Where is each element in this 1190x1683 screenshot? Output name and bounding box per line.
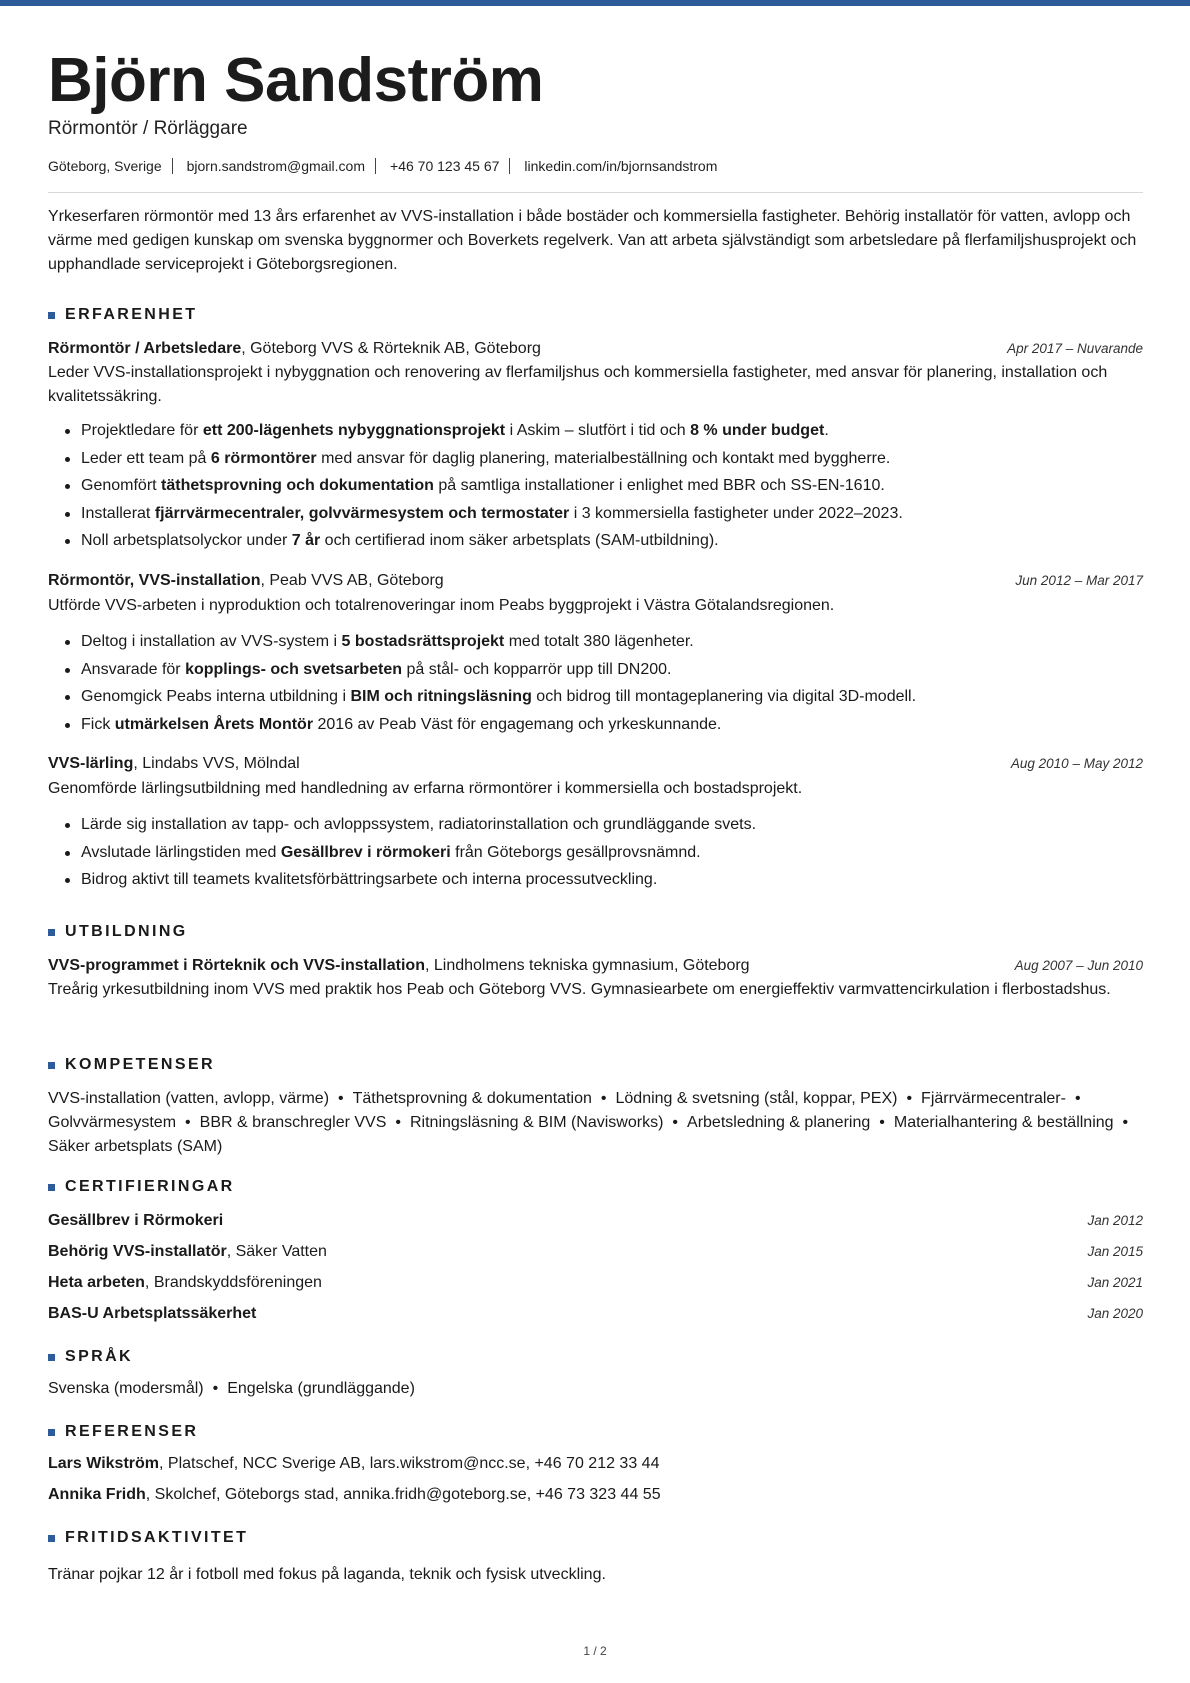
reference-row: [48, 1453, 1143, 1475]
cert-title: BAS-U Arbetsplatssäkerhet: [48, 1305, 257, 1322]
contact-phone[interactable]: +46 70 123 45 67: [390, 158, 500, 174]
job-date: Jun 2012 – Mar 2017: [1015, 573, 1143, 588]
job-title: Rörmontör, VVS-installation: [48, 572, 261, 589]
skill-item: BBR & branschregler VVS: [199, 1114, 387, 1131]
section-marker-icon: [48, 1354, 55, 1361]
page-number: 1 / 2: [583, 1644, 607, 1658]
reference-details: , Skolchef, Göteborgs stad, annika.fridh@goteborg.se, +46 73 323 44 55: [145, 1486, 661, 1503]
cert-row: [48, 1272, 1143, 1294]
job-title: VVS-lärling: [48, 755, 134, 772]
job-bullets: [48, 417, 1143, 555]
cert-title: Gesällbrev i Rörmokeri: [48, 1212, 224, 1229]
contact-email[interactable]: bjorn.sandstrom@gmail.com: [186, 158, 366, 174]
section-marker-icon: [48, 1184, 55, 1191]
hobby-text: Tränar pojkar 12 år i fotboll med fokus på laganda, teknik och fysisk utveckling.: [48, 1566, 606, 1583]
list-item: Genomfört täthetsprovning och dokumentation på samtliga installationer i enlighet med BBR och SS-EN-1610.: [48, 472, 1143, 500]
cert-row: [48, 1241, 1143, 1263]
job-date: Apr 2017 – Nuvarande: [1007, 341, 1143, 356]
section-marker-icon: [48, 1535, 55, 1542]
skill-item: Säker arbetsplats (SAM): [48, 1138, 223, 1155]
section-heading-certifications: CERTIFIERINGAR: [48, 1176, 235, 1198]
cert-date: Jan 2015: [1087, 1244, 1143, 1259]
contact-separator: [509, 158, 510, 174]
contact-separator: [172, 158, 173, 174]
list-item: Ansvarade för kopplings- och svetsarbeten på stål- och kopparrör upp till DN200.: [48, 656, 1143, 684]
profile-summary: Yrkeserfaren rörmontör med 13 års erfarenhet av VVS-installation i både bostäder och kommersiella fastigheter. Behörig installatör för vatten, avlopp och värme med gedigen kunskap om svenska byggnormer och Boverkets regelverk. Van att arbeta självständigt som arbetsledare på flerfamiljshusprojekt och upphandlade serviceprojekt i Göteborgsregionen.: [48, 208, 1137, 273]
job-description: Leder VVS-installationsprojekt i nybyggnation och renovering av flerfamiljshus och kommersiella fastigheter, med ansvar för planering, installation och kvalitetssäkring.: [48, 364, 1108, 405]
section-heading-references: REFERENSER: [48, 1421, 198, 1443]
list-item: Lärde sig installation av tapp- och avloppssystem, radiatorinstallation och grundläggande svets.: [48, 811, 1143, 839]
education-title: VVS-programmet i Rörteknik och VVS-installation: [48, 957, 425, 974]
job-description: Utförde VVS-arbeten i nyproduktion och totalrenoveringar inom Peabs byggprojekt i Västra Götalandsregionen.: [48, 597, 835, 614]
job-date: Aug 2010 – May 2012: [1010, 756, 1143, 771]
language-item: Svenska (modersmål): [48, 1380, 204, 1397]
list-item: Avslutade lärlingstiden med Gesällbrev i rörmokeri från Göteborgs gesällprovsnämnd.: [48, 839, 1143, 867]
section-heading-experience: ERFARENHET: [48, 304, 197, 326]
cert-row: [48, 1303, 1143, 1325]
cert-row: [48, 1210, 1143, 1232]
job-org: , Peab VVS AB, Göteborg: [260, 572, 444, 589]
list-item: Deltog i installation av VVS-system i 5 bostadsrättsprojekt med totalt 380 lägenheter.: [48, 628, 1143, 656]
list-item: Leder ett team på 6 rörmontörer med ansvar för daglig planering, materialbeställning och kontakt med byggherre.: [48, 445, 1143, 473]
section-marker-icon: [48, 1062, 55, 1069]
language-item: Engelska (grundläggande): [227, 1380, 415, 1397]
contact-linkedin[interactable]: linkedin.com/in/bjornsandstrom: [524, 158, 718, 174]
reference-details: , Platschef, NCC Sverige AB, lars.wikstrom@ncc.se, +46 70 212 33 44: [159, 1455, 660, 1472]
section-marker-icon: [48, 1429, 55, 1436]
list-item: Fick utmärkelsen Årets Montör 2016 av Peab Väst för engagemang och yrkeskunnande.: [48, 711, 1143, 739]
education-date: Aug 2007 – Jun 2010: [1014, 958, 1143, 973]
cert-title: Heta arbeten: [48, 1274, 145, 1291]
cert-org: , Brandskyddsföreningen: [144, 1274, 322, 1291]
list-item: Genomgick Peabs interna utbildning i BIM och ritningsläsning och bidrog till montageplanering via digital 3D-modell.: [48, 683, 1143, 711]
reference-name: Lars Wikström: [48, 1455, 159, 1472]
skill-item: Ritningsläsning & BIM (Navisworks): [410, 1114, 664, 1131]
skill-item: VVS-installation (vatten, avlopp, värme): [48, 1090, 330, 1107]
experience-entry-2-header: [48, 570, 1143, 592]
top-accent-bar: [0, 0, 1190, 6]
cert-date: Jan 2020: [1087, 1306, 1143, 1321]
cert-org: , Säker Vatten: [226, 1243, 327, 1260]
skill-item: Lödning & svetsning (stål, koppar, PEX): [615, 1090, 898, 1107]
candidate-role: Rörmontör / Rörläggare: [48, 118, 248, 139]
skills-list: VVS-installation (vatten, avlopp, värme) • Täthetsprovning & dokumentation • Lödning & svetsning (stål, koppar, PEX) • Fjärrvärmecentraler- •Golvvärmesystem • BBR & branschregler VVS • Ritningsläsning & BIM (Navisworks) • Arbetsledning & planering • Materialhantering & beställning •Säker arbetsplats (SAM): [48, 1090, 1129, 1155]
contact-line: [48, 156, 717, 176]
list-item: Projektledare för ett 200-lägenhets nybyggnationsprojekt i Askim – slutfört i tid och 8 % under budget.: [48, 417, 1143, 445]
education-entry-header: [48, 955, 1143, 977]
contact-separator: [375, 158, 376, 174]
section-heading-skills: KOMPETENSER: [48, 1054, 215, 1076]
section-marker-icon: [48, 312, 55, 319]
job-description: Genomförde lärlingsutbildning med handledning av erfarna rörmontörer i kommersiella och bostadsprojekt.: [48, 780, 803, 797]
candidate-name: Björn Sandström: [48, 46, 544, 115]
list-item: Noll arbetsplatsolyckor under 7 år och certifierad inom säker arbetsplats (SAM-utbildning).: [48, 527, 1143, 555]
section-marker-icon: [48, 929, 55, 936]
job-bullets: [48, 811, 1143, 894]
reference-row: [48, 1484, 1143, 1506]
reference-name: Annika Fridh: [48, 1486, 146, 1503]
list-item: Bidrog aktivt till teamets kvalitetsförbättringsarbete och interna processutveckling.: [48, 866, 1143, 894]
skill-item: Golvvärmesystem: [48, 1114, 177, 1131]
skill-item: Täthetsprovning & dokumentation: [352, 1090, 592, 1107]
list-item: Installerat fjärrvärmecentraler, golvvärmesystem och termostater i 3 kommersiella fastigheter under 2022–2023.: [48, 500, 1143, 528]
section-heading-education: UTBILDNING: [48, 921, 188, 943]
experience-entry-3-header: [48, 753, 1143, 775]
section-heading-hobby: FRITIDSAKTIVITET: [48, 1527, 248, 1549]
experience-entry-1-header: [48, 338, 1143, 360]
skill-item: Fjärrvärmecentraler-: [921, 1090, 1066, 1107]
cert-date: Jan 2012: [1087, 1213, 1143, 1228]
header-divider: [48, 192, 1143, 193]
skill-item: Materialhantering & beställning: [893, 1114, 1114, 1131]
education-description: Treårig yrkesutbildning inom VVS med praktik hos Peab och Göteborg VVS. Gymnasiearbete om energieffektiv varmvattencirkulation i flerbostadshus.: [48, 981, 1111, 998]
cert-date: Jan 2021: [1087, 1275, 1143, 1290]
contact-location: Göteborg, Sverige: [48, 158, 162, 174]
languages-list: Svenska (modersmål) • Engelska (grundläggande): [48, 1380, 415, 1397]
cert-title: Behörig VVS-installatör: [48, 1243, 227, 1260]
job-org: , Göteborg VVS & Rörteknik AB, Göteborg: [241, 340, 541, 357]
section-heading-languages: SPRÅK: [48, 1346, 133, 1368]
job-bullets: [48, 628, 1143, 738]
job-org: , Lindabs VVS, Mölndal: [133, 755, 300, 772]
education-org: , Lindholmens tekniska gymnasium, Göteborg: [424, 957, 750, 974]
job-title: Rörmontör / Arbetsledare: [48, 340, 242, 357]
skill-item: Arbetsledning & planering: [687, 1114, 871, 1131]
